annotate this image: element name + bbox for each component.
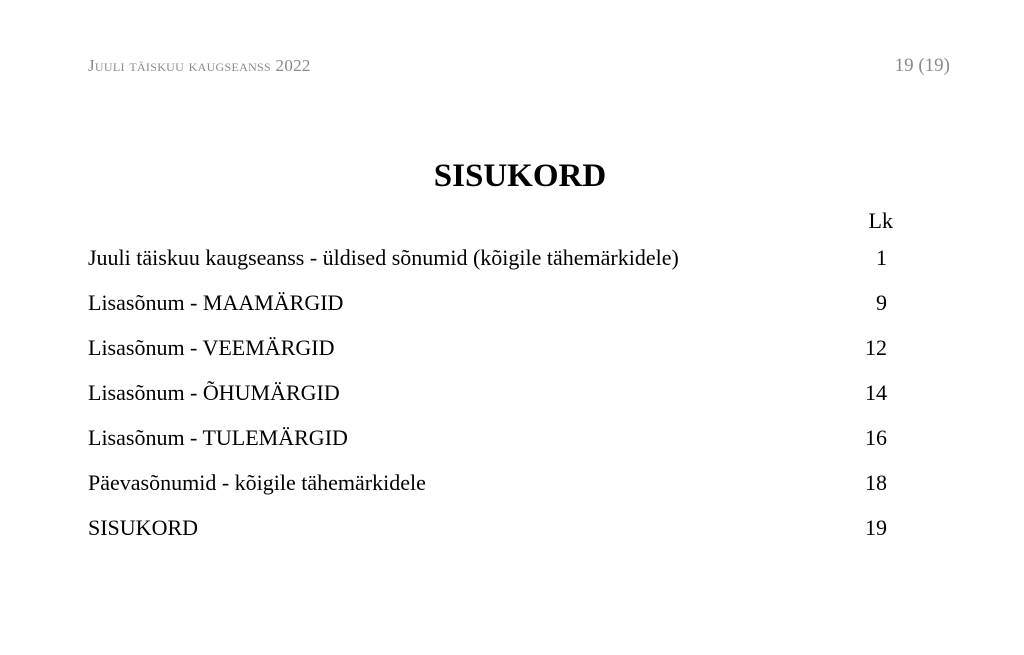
toc-entry-page: 14 — [865, 380, 887, 405]
toc-entry[interactable] — [88, 422, 888, 467]
table-of-contents — [88, 242, 888, 557]
toc-page-column-label: Lk — [868, 208, 893, 233]
toc-entry[interactable] — [88, 287, 888, 332]
toc-entry-label: Lisasõnum - MAAMÄRGID — [88, 290, 344, 315]
toc-entry-label: Lisasõnum - TULEMÄRGID — [88, 425, 348, 450]
toc-entry-label: SISUKORD — [88, 515, 199, 540]
toc-entry-page: 1 — [876, 245, 887, 270]
toc-entry-label: Lisasõnum - VEEMÄRGID — [88, 335, 335, 360]
toc-entry[interactable] — [88, 242, 888, 287]
toc-entry[interactable] — [88, 467, 888, 512]
toc-entry-label: Juuli täiskuu kaugseanss - üldised sõnumid (kõigile tähemärkidele) — [88, 245, 679, 270]
toc-entry-label: Päevasõnumid - kõigile tähemärkidele — [88, 470, 426, 495]
toc-title: SISUKORD — [433, 158, 607, 194]
running-header-title: Juuli täiskuu kaugseanss 2022 — [88, 56, 311, 75]
toc-entry-page: 9 — [876, 290, 887, 315]
toc-entry[interactable] — [88, 512, 888, 557]
toc-entry-page: 12 — [865, 335, 887, 360]
toc-entry[interactable] — [88, 332, 888, 377]
toc-entry-label: Lisasõnum - ÕHUMÄRGID — [88, 380, 340, 405]
toc-entry[interactable] — [88, 377, 888, 422]
toc-entry-page: 18 — [865, 470, 887, 495]
toc-entry-page: 16 — [865, 425, 887, 450]
page-number: 19 (19) — [894, 55, 950, 76]
toc-entry-page: 19 — [865, 515, 887, 540]
